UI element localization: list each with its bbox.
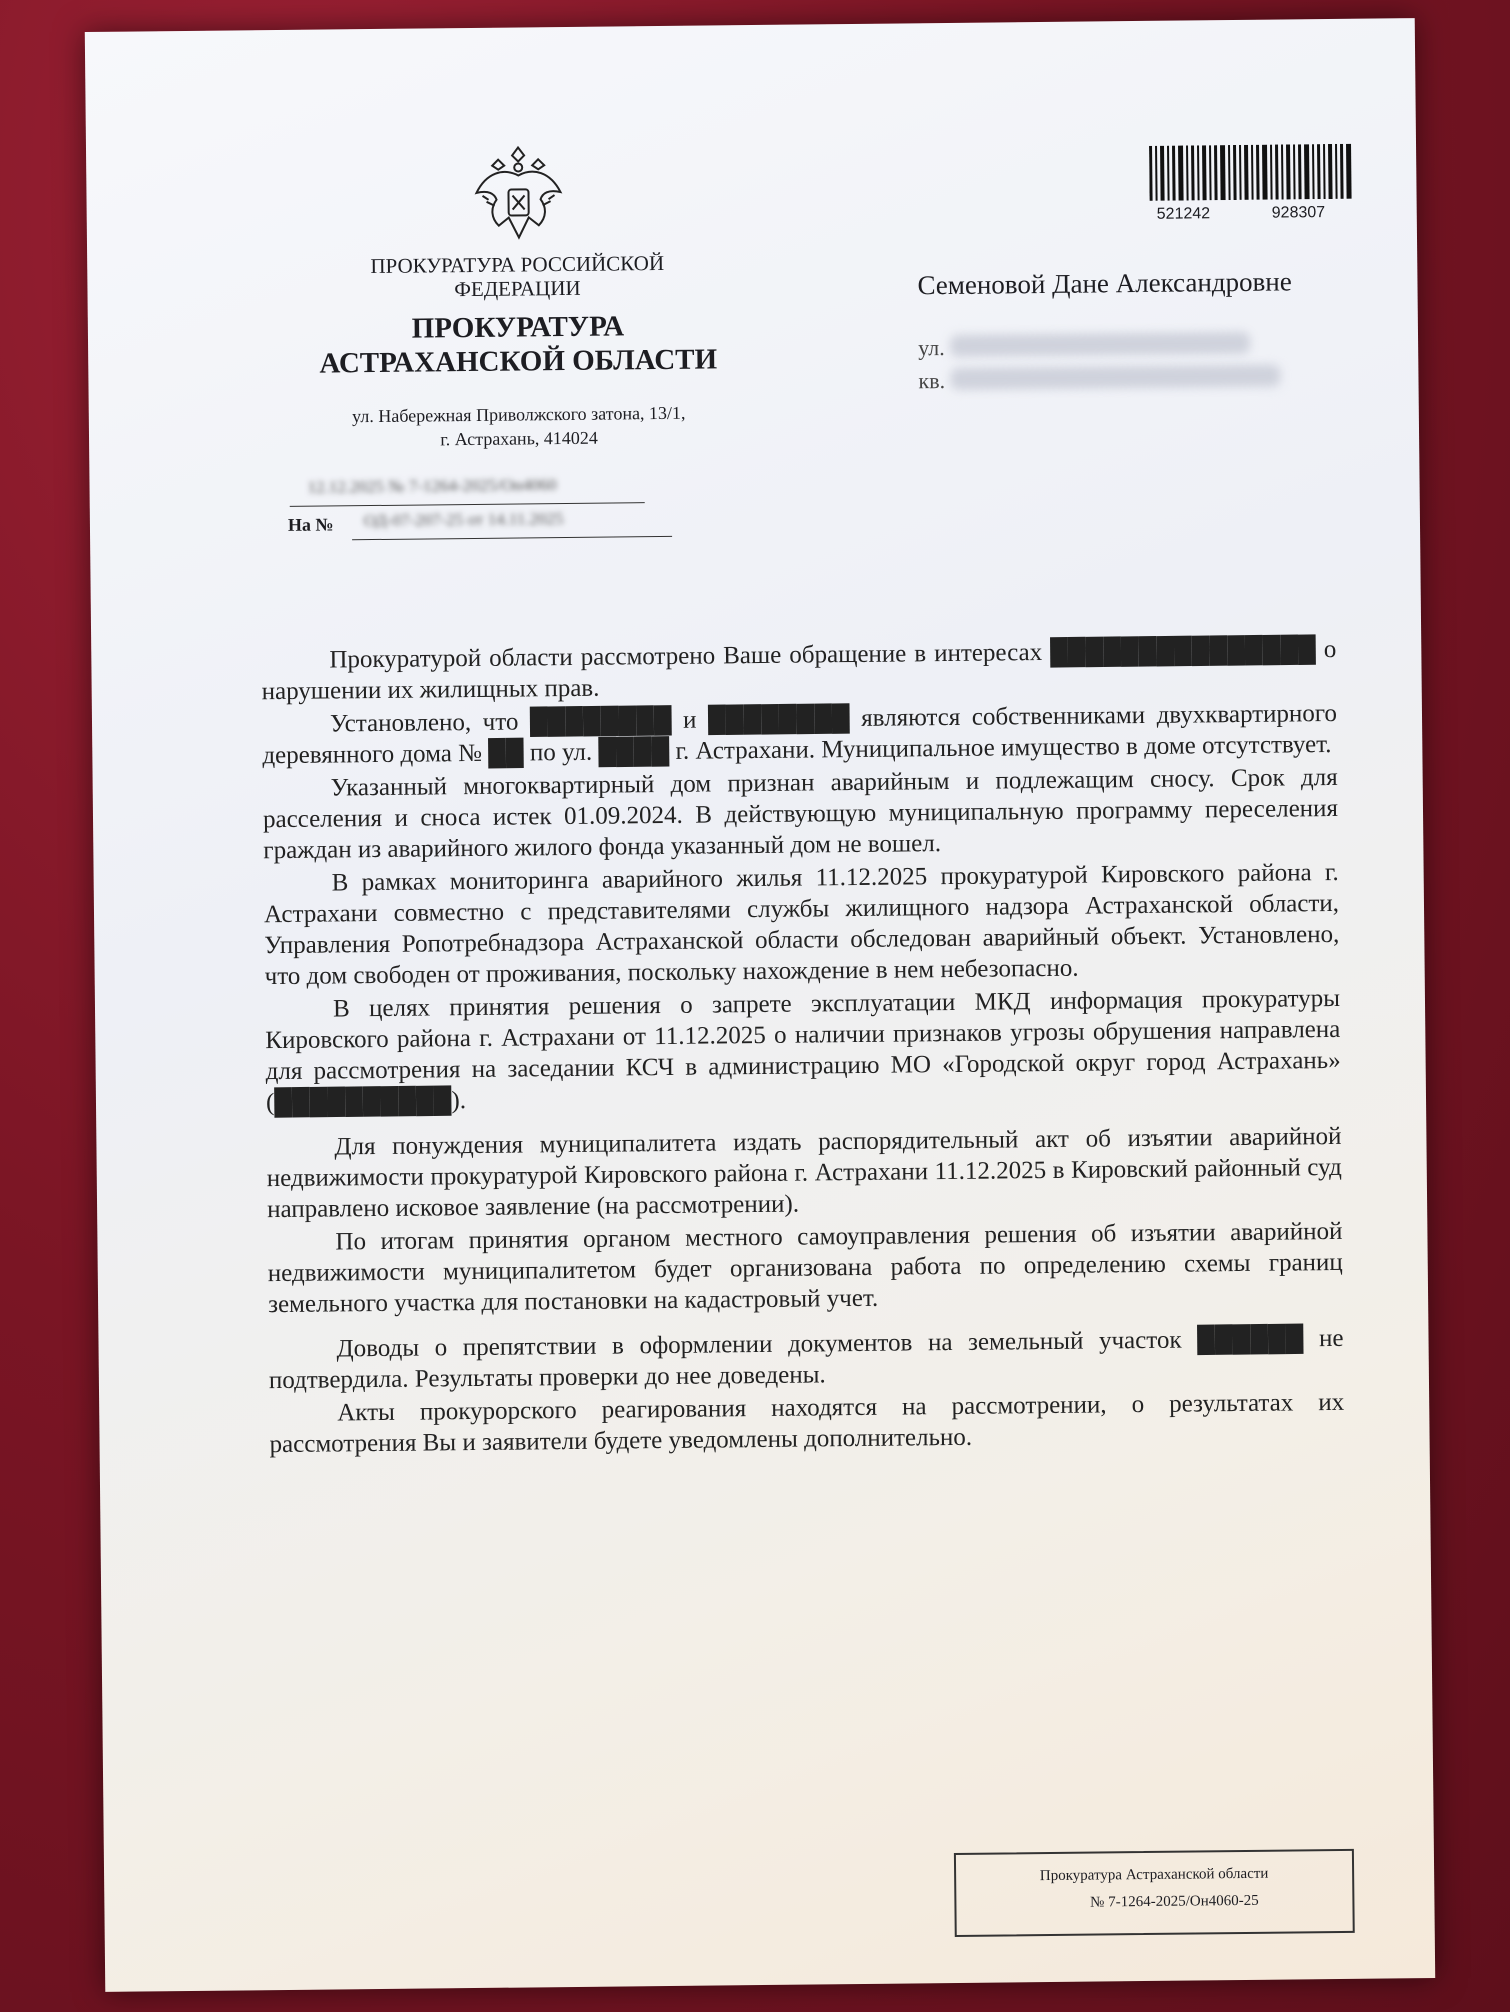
stamp-agency: Прокуратура Астраханской области [1039,1865,1269,1885]
recipient-name: Семеновой Дане Александровне [917,266,1292,301]
agency-name [318,308,719,380]
paragraph-5: В целях принятия решения о запрете эксплуатации МКД информация прокуратуры Кировского района г. Астрахани от 11.12.2025 о наличии признаков угрозы обрушения направлена для рассмотрения на заседании КСЧ в администрацию МО «Городской округ город Астрахань» (██████████). [265,984,1341,1117]
agency-address-line-2: г. Астрахань, 414024 [440,427,598,450]
recipient-address-line-1 [918,332,1250,361]
recipient-apt-prefix: кв. [918,368,946,394]
agency-line-1: ПРОКУРАТУРА [411,310,625,345]
recipient-address-line-2 [918,365,1280,395]
coat-of-arms-icon [468,137,569,248]
paragraph-4: В рамках мониторинга аварийного жилья 11.12.2025 прокуратурой Кировского района г. Астрахани совместно с представителями службы жилищного надзора Астраханской области, Управления Ропотребнадзора Астраханской области обследован аварийный объект. Установлено, что дом свободен от проживания, поскольку нахождение в нем небезопасно. [263,858,1340,991]
agency-line-2: АСТРАХАНСКОЙ ОБЛАСТИ [319,343,718,380]
paragraph-8: Доводы о препятствии в оформлении документов на земельный участок ██████ не подтвердила. Результаты проверки до нее доведены. [268,1324,1344,1395]
letter-sheet [85,18,1435,1992]
paragraph-7: По итогам принятия органом местного самоуправления решения об изъятии аварийной недвижимости муниципалитетом будет организована работа по определению схемы границ земельного участка для постановки на кадастровый учет. [267,1217,1343,1319]
agency-parent: ПРОКУРАТУРА РОССИЙСКОЙ ФЕДЕРАЦИИ [370,250,665,302]
barcode-number-left: 521242 [1156,205,1211,223]
redacted-street [950,332,1250,357]
barcode-icon [1149,144,1355,201]
paragraph-9: Акты прокурорского реагирования находятся на рассмотрении, о результатах их рассмотрения Вы и заявители будете уведомлены дополнительно. [269,1388,1345,1459]
incoming-ref-value: ОД-07-207-25 от 14.11.2025 [363,509,564,531]
paragraph-2: Установлено, что ████████ и ████████ являются собственниками двухквартирного деревянного дома № ██ по ул. ████ г. Астрахани. Муниципальное имущество в доме отсутствует. [262,699,1338,770]
outgoing-ref-value: 12.12.2025 № 7-1264-2025/Он4060 [307,475,557,497]
recipient-street-prefix: ул. [917,335,945,361]
paragraph-6: Для понуждения муниципалитета издать распорядительный акт об изъятии аварийной недвижимости прокуратурой Кировского района г. Астрахани 11.12.2025 в Кировский районный суд направлено исковое заявление (на рассмотрении). [266,1122,1342,1224]
redacted-apartment [950,365,1280,390]
agency-address [319,400,719,452]
barcode-number-right: 928307 [1271,204,1326,222]
agency-address-line-1: ул. Набережная Приволжского затона, 13/1, [351,402,686,427]
letter-body [261,634,1344,1462]
paragraph-1: Прокуратурой области рассмотрено Ваше обращение в интересах ███████████████ о нарушении их жилищных прав. [261,635,1337,706]
paragraph-3: Указанный многоквартирный дом признан аварийным и подлежащим сносу. Срок для расселения и сноса истек 01.09.2024. В действующую муниципальную программу переселения граждан из аварийного жилого фонда указанный дом не вошел. [262,763,1339,865]
ref-number-label: На № [287,514,334,535]
registration-stamp [954,1849,1355,1937]
stamp-number: № 7-1264-2025/Он4060-25 [1090,1892,1259,1911]
incoming-ref-field [352,508,672,540]
outgoing-ref-field [289,474,644,507]
